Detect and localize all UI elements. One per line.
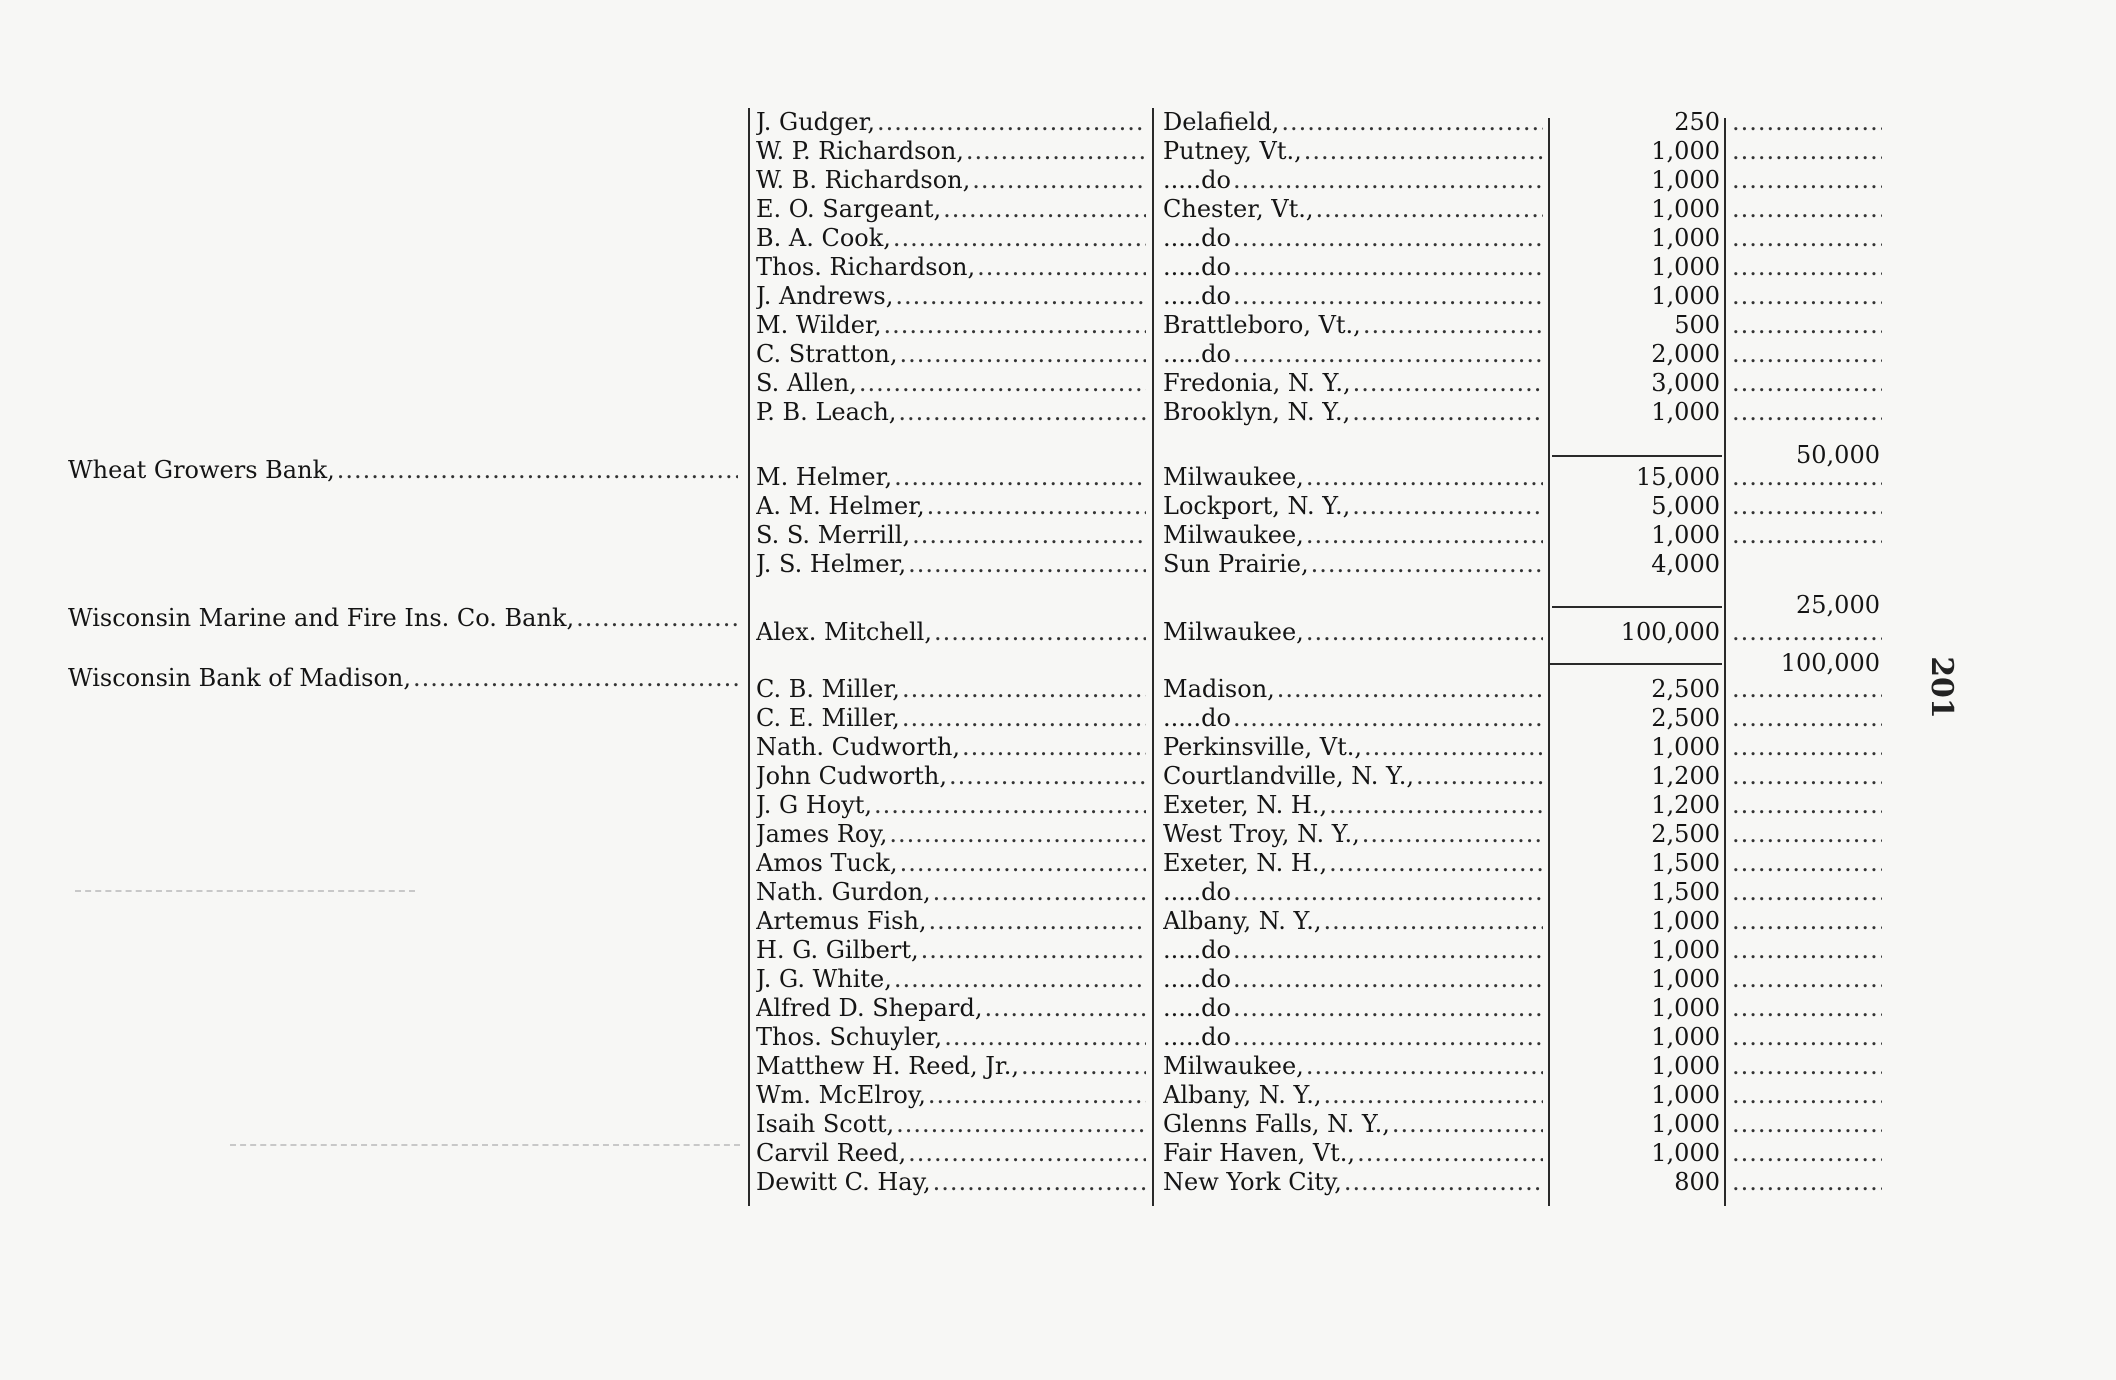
depositor-place: Perkinsville, Vt., [1163,733,1363,761]
depositor-place: Brooklyn, N. Y., [1163,398,1351,426]
deposit-amount: 1,000 [1651,398,1720,426]
depositor-name: S. Allen, [756,369,857,397]
leader-dots [1730,878,1882,907]
depositor-name: M. Helmer, [756,463,893,491]
leader-dots [1275,675,1543,704]
leader-dots [1730,936,1882,965]
deposit-amount: 1,000 [1651,936,1720,964]
deposit-amount: 15,000 [1636,463,1720,491]
leader-dots [931,1168,1146,1197]
depositor-place: Chester, Vt., [1163,195,1314,223]
leader-dots [1304,1052,1543,1081]
depositor-name: Thos. Schuyler, [756,1023,943,1051]
depositor-name: Amos Tuck, [756,849,898,877]
depositor-name: S. S. Merrill, [756,521,911,549]
deposit-amount: 1,000 [1651,965,1720,993]
deposit-amount: 2,500 [1651,704,1720,732]
deposit-amount: 1,000 [1651,1023,1720,1051]
leader-dots [1730,1023,1882,1052]
table-row [0,1081,2116,1110]
leader-dots [1730,340,1882,369]
leader-dots [1730,224,1882,253]
leader-dots [1314,195,1543,224]
deposit-amount: 1,000 [1651,137,1720,165]
depositor-place: .....do [1163,224,1231,252]
leader-dots [1327,849,1543,878]
table-row [0,1110,2116,1139]
leader-dots [1730,398,1882,427]
deposit-amount: 1,000 [1651,224,1720,252]
leader-dots [925,492,1146,521]
table-row [0,965,2116,994]
depositor-name: C. Stratton, [756,340,898,368]
deposit-amount: 1,000 [1651,733,1720,761]
table-row [0,282,2116,311]
deposit-amount: 1,000 [1651,253,1720,281]
depositor-place: .....do [1163,965,1231,993]
table-row [0,675,2116,704]
deposit-amount: 1,000 [1651,195,1720,223]
table-row [0,820,2116,849]
deposit-amount: 1,000 [1651,521,1720,549]
depositor-name: J. G. White, [756,965,892,993]
depositor-place: Fredonia, N. Y., [1163,369,1351,397]
deposit-amount: 2,500 [1651,820,1720,848]
table-row [0,791,2116,820]
table-row [0,907,2116,936]
deposit-amount: 1,000 [1651,994,1720,1022]
depositor-name: Nath. Cudworth, [756,733,961,761]
depositor-place: Albany, N. Y., [1163,907,1322,935]
depositor-name: A. M. Helmer, [756,492,925,520]
leader-dots [1019,1052,1146,1081]
table-row [0,550,2116,579]
deposit-amount: 1,000 [1651,282,1720,310]
depositor-name: B. A. Cook, [756,224,891,252]
depositor-place: .....do [1163,1023,1231,1051]
table-row [0,733,2116,762]
deposit-amount: 1,000 [1651,1139,1720,1167]
leader-dots [964,137,1146,166]
leader-dots [1231,253,1543,282]
depositor-name: J. Andrews, [756,282,894,310]
deposit-amount: 5,000 [1651,492,1720,520]
depositor-name: C. B. Miller, [756,675,900,703]
leader-dots [891,224,1146,253]
leader-dots [1730,733,1882,762]
deposit-amount: 2,500 [1651,675,1720,703]
leader-dots [1730,704,1882,733]
leader-dots [1730,820,1882,849]
leader-dots [906,1139,1146,1168]
depositor-place: Fair Haven, Vt., [1163,1139,1356,1167]
bank-total: 25,000 [1796,591,1880,619]
table-row [0,1139,2116,1168]
leader-dots [898,849,1146,878]
depositor-place: Brattleboro, Vt., [1163,311,1361,339]
leader-dots [1730,994,1882,1023]
leader-dots [1231,965,1543,994]
deposit-amount: 1,000 [1651,907,1720,935]
bank-name: Wisconsin Bank of Madison, [68,664,411,692]
leader-dots [910,521,1146,550]
table-row [0,849,2116,878]
leader-dots [1730,1139,1882,1168]
leader-dots [1730,849,1882,878]
depositor-name: Nath. Gurdon, [756,878,931,906]
bank-name: Wisconsin Marine and Fire Ins. Co. Bank, [68,604,575,632]
deposit-amount: 4,000 [1651,550,1720,578]
depositor-name: James Roy, [756,820,888,848]
depositor-place: .....do [1163,253,1231,281]
depositor-name: Wm. McElroy, [756,1081,926,1109]
leader-dots [1730,463,1882,492]
bank-total: 100,000 [1780,649,1880,677]
leader-dots [1730,166,1882,195]
leader-dots [932,618,1146,647]
depositor-name: Alfred D. Shepard, [756,994,983,1022]
leader-dots [887,820,1146,849]
depositor-name: Dewitt C. Hay, [756,1168,931,1196]
depositor-name: John Cudworth, [756,762,947,790]
leader-dots [1231,994,1543,1023]
depositor-place: Madison, [1163,675,1275,703]
table-row [0,492,2116,521]
leader-dots [982,994,1146,1023]
leader-dots [1304,618,1543,647]
leader-dots [906,550,1146,579]
leader-dots [1730,195,1882,224]
deposit-amount: 1,000 [1651,1052,1720,1080]
depositor-place: Milwaukee, [1163,521,1304,549]
leader-dots [1304,463,1543,492]
table-row [0,1168,2116,1197]
subtotal-rule-1 [1552,455,1722,457]
leader-dots [975,253,1146,282]
table-row [0,994,2116,1023]
depositor-name: W. P. Richardson, [756,137,964,165]
leader-dots [1302,137,1543,166]
table-row [0,521,2116,550]
depositor-place: .....do [1163,704,1231,732]
leader-dots [1309,550,1543,579]
leader-dots [1730,137,1882,166]
leader-dots [1327,791,1543,820]
leader-dots [1304,521,1543,550]
depositor-name: M. Wilder, [756,311,882,339]
depositor-place: Exeter, N. H., [1163,849,1328,877]
leader-dots [1360,820,1543,849]
leader-dots [1390,1110,1543,1139]
depositor-place: Milwaukee, [1163,463,1304,491]
depositor-place: .....do [1163,282,1231,310]
leader-dots [881,311,1146,340]
leader-dots [1362,733,1543,762]
bank-total: 50,000 [1796,441,1880,469]
leader-dots [1730,369,1882,398]
page-number: 201 [1923,656,1959,719]
depositor-name: Matthew H. Reed, Jr., [756,1052,1020,1080]
deposit-amount: 2,000 [1651,340,1720,368]
depositor-place: .....do [1163,340,1231,368]
leader-dots [1350,398,1543,427]
leader-dots [1730,521,1882,550]
leader-dots [872,791,1146,820]
depositor-place: New York City, [1163,1168,1342,1196]
table-row [0,398,2116,427]
depositor-name: J. G Hoyt, [756,791,873,819]
table-row [0,704,2116,733]
depositor-name: H. G. Gilbert, [756,936,919,964]
leader-dots [942,1023,1146,1052]
depositor-place: .....do [1163,936,1231,964]
depositor-name: Thos. Richardson, [756,253,976,281]
deposit-amount: 100,000 [1620,618,1720,646]
table-row [0,878,2116,907]
deposit-amount: 500 [1674,311,1720,339]
leader-dots [960,733,1146,762]
depositor-place: Lockport, N. Y., [1163,492,1351,520]
deposit-amount: 1,000 [1651,166,1720,194]
deposit-amount: 1,000 [1651,1081,1720,1109]
leader-dots [896,398,1146,427]
depositor-place: Exeter, N. H., [1163,791,1328,819]
table-row [0,762,2116,791]
leader-dots [1361,311,1543,340]
leader-dots [1730,1052,1882,1081]
subtotal-rule-3 [1548,663,1722,665]
deposit-amount: 1,000 [1651,1110,1720,1138]
leader-dots [1730,311,1882,340]
table-row [0,1052,2116,1081]
leader-dots [1231,878,1543,907]
leader-dots [1322,1081,1544,1110]
depositor-place: Milwaukee, [1163,618,1304,646]
leader-dots [1730,618,1882,647]
table-row [0,311,2116,340]
depositor-name: J. Gudger, [756,108,876,136]
leader-dots [892,965,1146,994]
leader-dots [1730,675,1882,704]
depositor-place: Delafield, [1163,108,1280,136]
leader-dots [894,1110,1146,1139]
deposit-amount: 1,500 [1651,849,1720,877]
depositor-place: .....do [1163,994,1231,1022]
deposit-amount: 3,000 [1651,369,1720,397]
depositor-name: E. O. Sargeant, [756,195,942,223]
table-row [0,224,2116,253]
table-row [0,108,2116,137]
leader-dots [1730,1168,1882,1197]
leader-dots [1730,492,1882,521]
depositor-place: .....do [1163,166,1231,194]
deposit-amount: 800 [1674,1168,1720,1196]
deposit-amount: 1,500 [1651,878,1720,906]
leader-dots [1322,907,1544,936]
table-row [0,166,2116,195]
depositor-name: Alex. Mitchell, [756,618,932,646]
leader-dots [893,282,1146,311]
leader-dots [900,704,1146,733]
depositor-place: Putney, Vt., [1163,137,1302,165]
leader-dots [970,166,1146,195]
depositor-name: P. B. Leach, [756,398,897,426]
depositor-place: Glenns Falls, N. Y., [1163,1110,1390,1138]
leader-dots [1730,791,1882,820]
leader-dots [1279,108,1543,137]
leader-dots [900,675,1146,704]
deposit-amount: 1,200 [1651,762,1720,790]
leader-dots [1730,108,1882,137]
depositor-place: Milwaukee, [1163,1052,1304,1080]
deposit-amount: 1,200 [1651,791,1720,819]
leader-dots [1730,762,1882,791]
table-row [0,618,2116,647]
leader-dots [1355,1139,1543,1168]
table-row [0,340,2116,369]
subtotal-rule-2 [1552,606,1722,608]
depositor-place: West Troy, N. Y., [1163,820,1360,848]
table-row [0,253,2116,282]
leader-dots [941,195,1146,224]
depositor-name: C. E. Miller, [756,704,900,732]
leader-dots [1730,253,1882,282]
depositor-name: J. S. Helmer, [756,550,907,578]
leader-dots [1231,936,1543,965]
bank-name: Wheat Growers Bank, [68,456,335,484]
leader-dots [1730,1081,1882,1110]
leader-dots [1231,166,1543,195]
table-row [0,195,2116,224]
leader-dots [1730,282,1882,311]
leader-dots [927,907,1146,936]
leader-dots [1350,492,1543,521]
depositor-place: Albany, N. Y., [1163,1081,1322,1109]
depositor-place: Courtlandville, N. Y., [1163,762,1414,790]
depositor-name: W. B. Richardson, [756,166,971,194]
leader-dots [1231,340,1543,369]
leader-dots [947,762,1146,791]
depositor-place: .....do [1163,878,1231,906]
table-row [0,936,2116,965]
leader-dots [897,340,1146,369]
leader-dots [892,463,1146,492]
depositor-name: Artemus Fish, [756,907,927,935]
leader-dots [1231,282,1543,311]
leader-dots [1231,1023,1543,1052]
deposit-amount: 250 [1674,108,1720,136]
table-row [0,369,2116,398]
depositor-name: Carvil Reed, [756,1139,907,1167]
leader-dots [1351,369,1543,398]
leader-dots [931,878,1146,907]
table-row [0,463,2116,492]
leader-dots [857,369,1146,398]
table-row [0,1023,2116,1052]
leader-dots [1231,224,1543,253]
table-row [0,137,2116,166]
leader-dots [1730,907,1882,936]
leader-dots [926,1081,1146,1110]
leader-dots [1730,1110,1882,1139]
leader-dots [1730,965,1882,994]
depositor-place: Sun Prairie, [1163,550,1309,578]
leader-dots [1342,1168,1543,1197]
depositor-name: Isaih Scott, [756,1110,895,1138]
leader-dots [875,108,1146,137]
leader-dots [919,936,1146,965]
leader-dots [1231,704,1543,733]
leader-dots [1414,762,1543,791]
